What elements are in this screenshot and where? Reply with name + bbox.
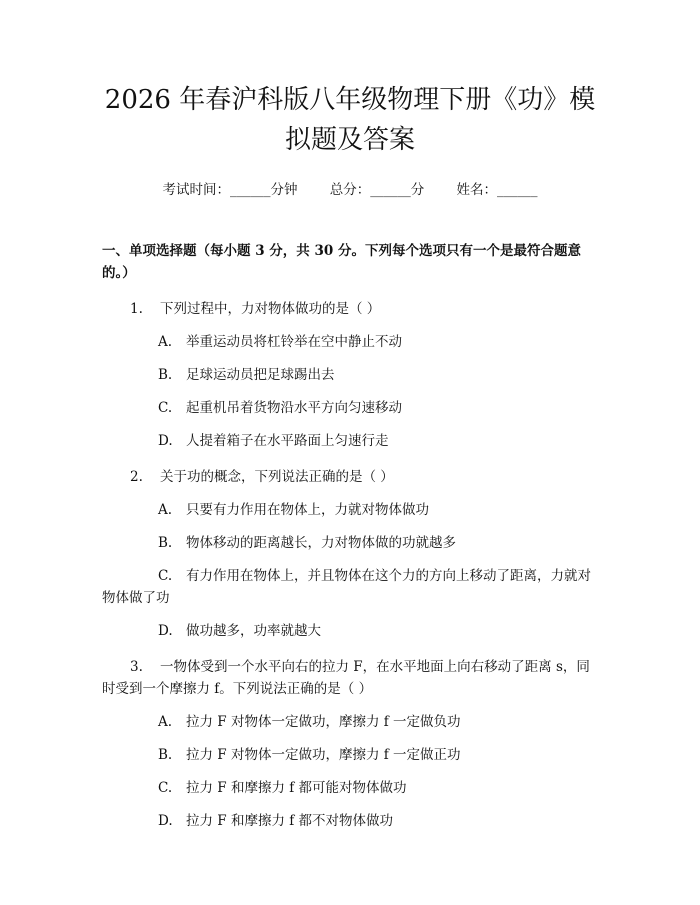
option-letter: A. (158, 714, 173, 730)
option-letter: D. (158, 813, 173, 829)
exam-score: 总分：______分 (329, 182, 425, 198)
option-3b (102, 744, 598, 766)
option-1d (102, 430, 598, 452)
question-text: 一物体受到一个水平向右的拉力 F，在水平地面上向右移动了距离 s，同时受到一个摩擦力 f。下列说法正确的是（ ） (102, 659, 590, 697)
option-text: 有力作用在物体上，并且物体在这个力的方向上移动了距离，力就对物体做了功 (102, 568, 591, 606)
question-1 (102, 298, 598, 320)
exam-meta (102, 180, 598, 200)
option-text: 足球运动员把足球踢出去 (186, 367, 335, 383)
question-number: 1. (130, 301, 143, 317)
option-letter: B. (158, 535, 173, 551)
question-3 (102, 656, 598, 700)
option-2a (102, 499, 598, 521)
question-text: 关于功的概念，下列说法正确的是（ ） (160, 469, 394, 485)
option-letter: A. (158, 334, 173, 350)
option-1a (102, 331, 598, 353)
option-3a (102, 711, 598, 733)
option-1b (102, 364, 598, 386)
option-text: 起重机吊着货物沿水平方向匀速移动 (186, 400, 402, 416)
question-number: 2. (130, 469, 143, 485)
option-letter: D. (158, 623, 173, 639)
option-letter: A. (158, 502, 173, 518)
document-title: 2026 年春沪科版八年级物理下册《功》模拟题及答案 (104, 85, 596, 155)
option-letter: C. (158, 400, 173, 416)
option-2d (102, 620, 598, 642)
option-text: 拉力 F 和摩擦力 f 都可能对物体做功 (186, 780, 407, 796)
option-3c (102, 777, 598, 799)
option-2b (102, 532, 598, 554)
option-2c (102, 565, 598, 609)
option-letter: B. (158, 747, 173, 763)
option-text: 做功越多，功率就越大 (186, 623, 321, 639)
option-letter: D. (158, 433, 173, 449)
question-text: 下列过程中，力对物体做功的是（ ） (160, 301, 381, 317)
option-text: 人提着箱子在水平路面上匀速行走 (186, 433, 389, 449)
option-text: 拉力 F 和摩擦力 f 都不对物体做功 (186, 813, 394, 829)
option-text: 举重运动员将杠铃举在空中静止不动 (186, 334, 402, 350)
section-heading: 一、单项选择题（每小题 3 分，共 30 分。下列每个选项只有一个是最符合题意的。） (102, 243, 581, 281)
option-text: 拉力 F 对物体一定做功，摩擦力 f 一定做正功 (186, 747, 461, 763)
exam-time: 考试时间：______分钟 (162, 182, 298, 198)
student-name: 姓名：______ (456, 182, 538, 198)
question-2 (102, 466, 598, 488)
option-text: 拉力 F 对物体一定做功，摩擦力 f 一定做负功 (186, 714, 461, 730)
option-letter: B. (158, 367, 173, 383)
option-1c (102, 397, 598, 419)
option-text: 物体移动的距离越长，力对物体做的功就越多 (186, 535, 456, 551)
option-letter: C. (158, 780, 173, 796)
option-3d (102, 810, 598, 832)
option-letter: C. (158, 568, 173, 584)
question-number: 3. (130, 659, 143, 675)
option-text: 只要有力作用在物体上，力就对物体做功 (186, 502, 429, 518)
